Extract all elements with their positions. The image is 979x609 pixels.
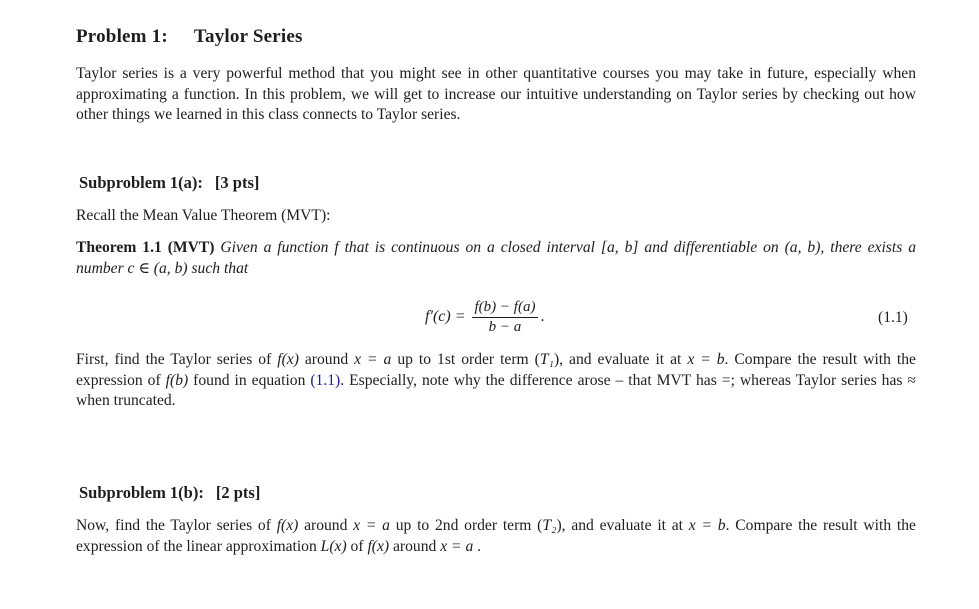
equation-fraction [472,299,539,336]
task-b-text: Now, find the Taylor series of [76,517,277,534]
equation-reference-link[interactable]: (1.1) [310,371,341,389]
theorem-body: Given a function f that is continuous on a closed interval [a, b] and differentiable on (a, b), there exists a number c ∈ (a, b) such that [76,239,916,277]
math-lx: L(x) [320,537,347,555]
math-x-equals-b: x = b [688,517,726,534]
task-b-text: around [389,537,441,555]
task-a-text: First, find the Taylor series of [76,351,278,368]
task-a-text: up to 1st order term ( [391,351,540,368]
task-a-text: around [298,351,355,368]
subproblem-b-label: Subproblem 1(b): [79,483,204,502]
theorem-1-1 [76,238,916,279]
subproblem-a-heading [79,173,919,193]
problem-heading [76,26,916,48]
subproblem-a-label: Subproblem 1(a): [79,173,203,192]
equation-period: . [540,308,545,325]
equation-denominator: b − a [488,318,522,335]
subproblem-a-task [76,350,916,412]
task-b-text: . [473,537,482,555]
math-x-equals-a: x = a [354,351,392,368]
task-b-text: . Compare the result with the expression of the linear approximation [76,517,916,555]
equation-numerator: f(b) − f(a) [472,299,539,318]
subproblem-a-points: [3 pts] [214,173,260,192]
equation-1-1 [425,294,544,340]
problem-title: Taylor Series [193,26,303,47]
task-a-text: found in equation [188,371,311,389]
math-fx: f(x) [277,351,299,368]
recall-text: Recall the Mean Value Theorem (MVT): [76,207,331,224]
subproblem-b-points: [2 pts] [215,483,261,502]
task-b-text: around [298,517,354,534]
problem-intro: Taylor series is a very powerful method that you might see in other quantitative courses you may take in future, especially when approximating a function. In this problem, we will get to increase our intuitive understanding on Taylor series by checking out how other things we learned in this class connects to Taylor series. [76,65,916,123]
task-a-text: . Especially, note why the difference arose – that MVT has =; whereas Taylor series has ≈ when truncated. [76,371,916,409]
equation-number: (1.1) [878,309,908,326]
subproblem-b-task [76,516,916,557]
equation-lhs: f′(c) = [425,308,466,325]
math-t1: T₁ [539,351,554,368]
task-b-text: of [346,537,368,555]
math-fx: f(x) [276,517,299,534]
math-t2: T₂ [542,517,557,534]
math-x-equals-a: x = a [440,537,474,555]
task-a-text: . Compare the result with the expression of [76,351,916,389]
math-x-equals-a: x = a [353,517,390,534]
math-x-equals-b: x = b [687,351,725,368]
task-b-text: ), and evaluate it at [556,517,689,534]
subproblem-b-heading [79,483,919,503]
theorem-label: Theorem 1.1 (MVT) [76,239,215,256]
problem-label: Problem 1: [76,26,168,47]
math-fx: f(x) [367,537,390,555]
task-b-text: up to 2nd order term ( [389,517,543,534]
task-a-text: ), and evaluate it at [553,351,688,368]
math-fb: f(b) [165,371,189,389]
